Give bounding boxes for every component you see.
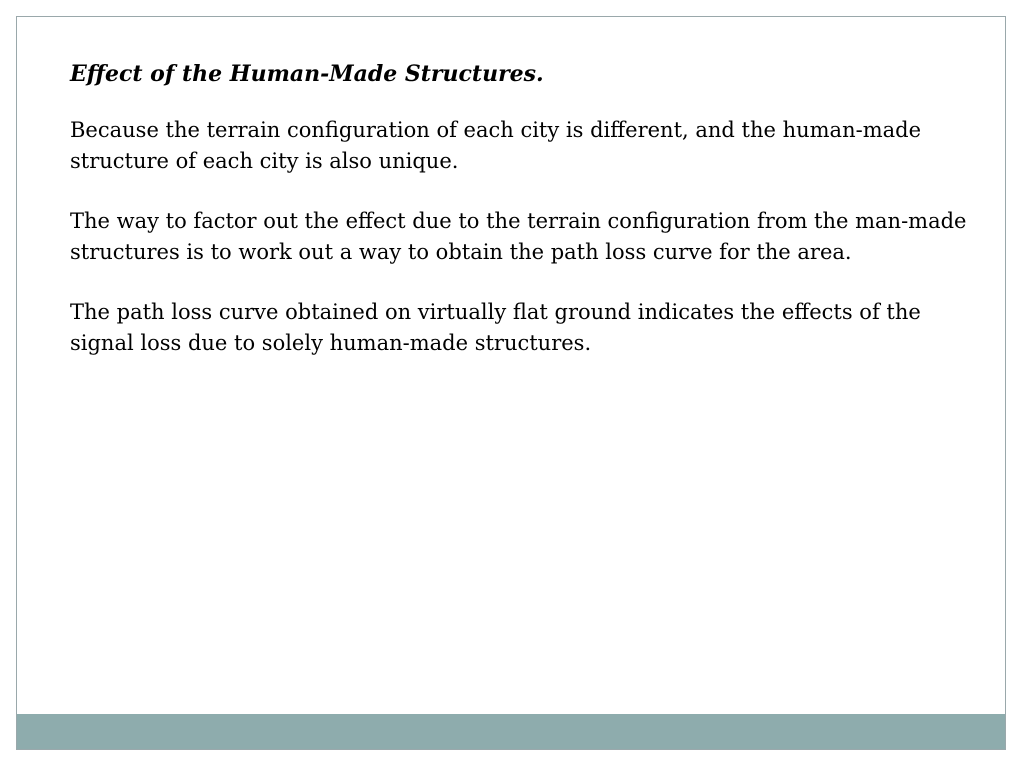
footer-bar <box>17 714 1005 749</box>
paragraph-terrain-config: Because the terrain configuration of each city is different, and the human-made structure of each city is also unique. <box>70 118 922 173</box>
slide-heading: Effect of the Human-Made Structures. <box>70 61 544 87</box>
paragraph-factor-out-effect: The way to factor out the effect due to the terrain configuration from the man-made structures is to work out a way to obtain the path loss curve for the area. <box>70 209 967 264</box>
slide-frame <box>16 16 1006 750</box>
paragraph-flat-ground-loss: The path loss curve obtained on virtually flat ground indicates the effects of the signal loss due to solely human-made structures. <box>70 300 921 355</box>
slide-content <box>70 57 970 359</box>
